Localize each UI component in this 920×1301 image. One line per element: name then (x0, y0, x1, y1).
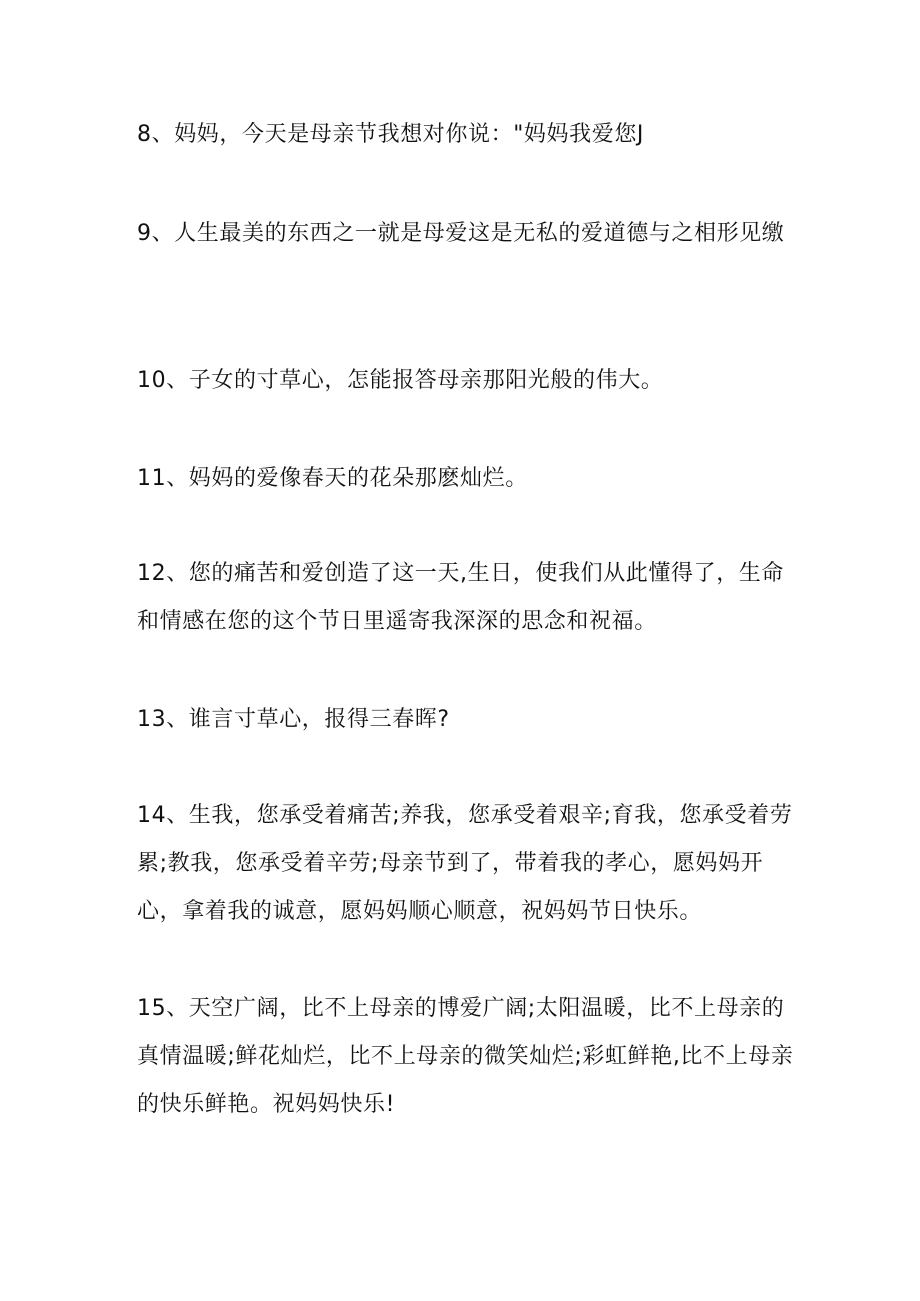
paragraph-11: 11、妈妈的爱像春天的花朵那麽灿烂。 (137, 466, 528, 491)
paragraph-9: 9、人生最美的东西之一就是母爱这是无私的爱道德与之相形见缴 (137, 221, 785, 246)
paragraph-12: 12、您的痛苦和爱创造了这一天,生日，使我们从此懂得了，生命和情感在您的这个节日里遥寄我深深的思念和祝福。 (137, 561, 784, 634)
paragraph-15: 15、天空广阔，比不上母亲的博爱广阔;太阳温暖，比不上母亲的真情温暖;鲜花灿烂，比不上母亲的微笑灿烂;彩虹鲜艳,比不上母亲的快乐鲜艳。祝妈妈快乐! (137, 996, 794, 1117)
paragraph-10: 10、子女的寸草心，怎能报答母亲那阳光般的伟大。 (137, 368, 664, 393)
paragraph-14: 14、生我，您承受着痛苦;养我，您承受着艰辛;育我，您承受着劳累;教我，您承受着辛劳;母亲节到了，带着我的孝心，愿妈妈开心，拿着我的诚意，愿妈妈顺心顺意，祝妈妈节日快乐。 (137, 803, 793, 924)
paragraph-8: 8、妈妈，今天是母亲节我想对你说："妈妈我爱您J (137, 122, 645, 147)
paragraph-13: 13、谁言寸草心，报得三春晖? (137, 707, 450, 732)
